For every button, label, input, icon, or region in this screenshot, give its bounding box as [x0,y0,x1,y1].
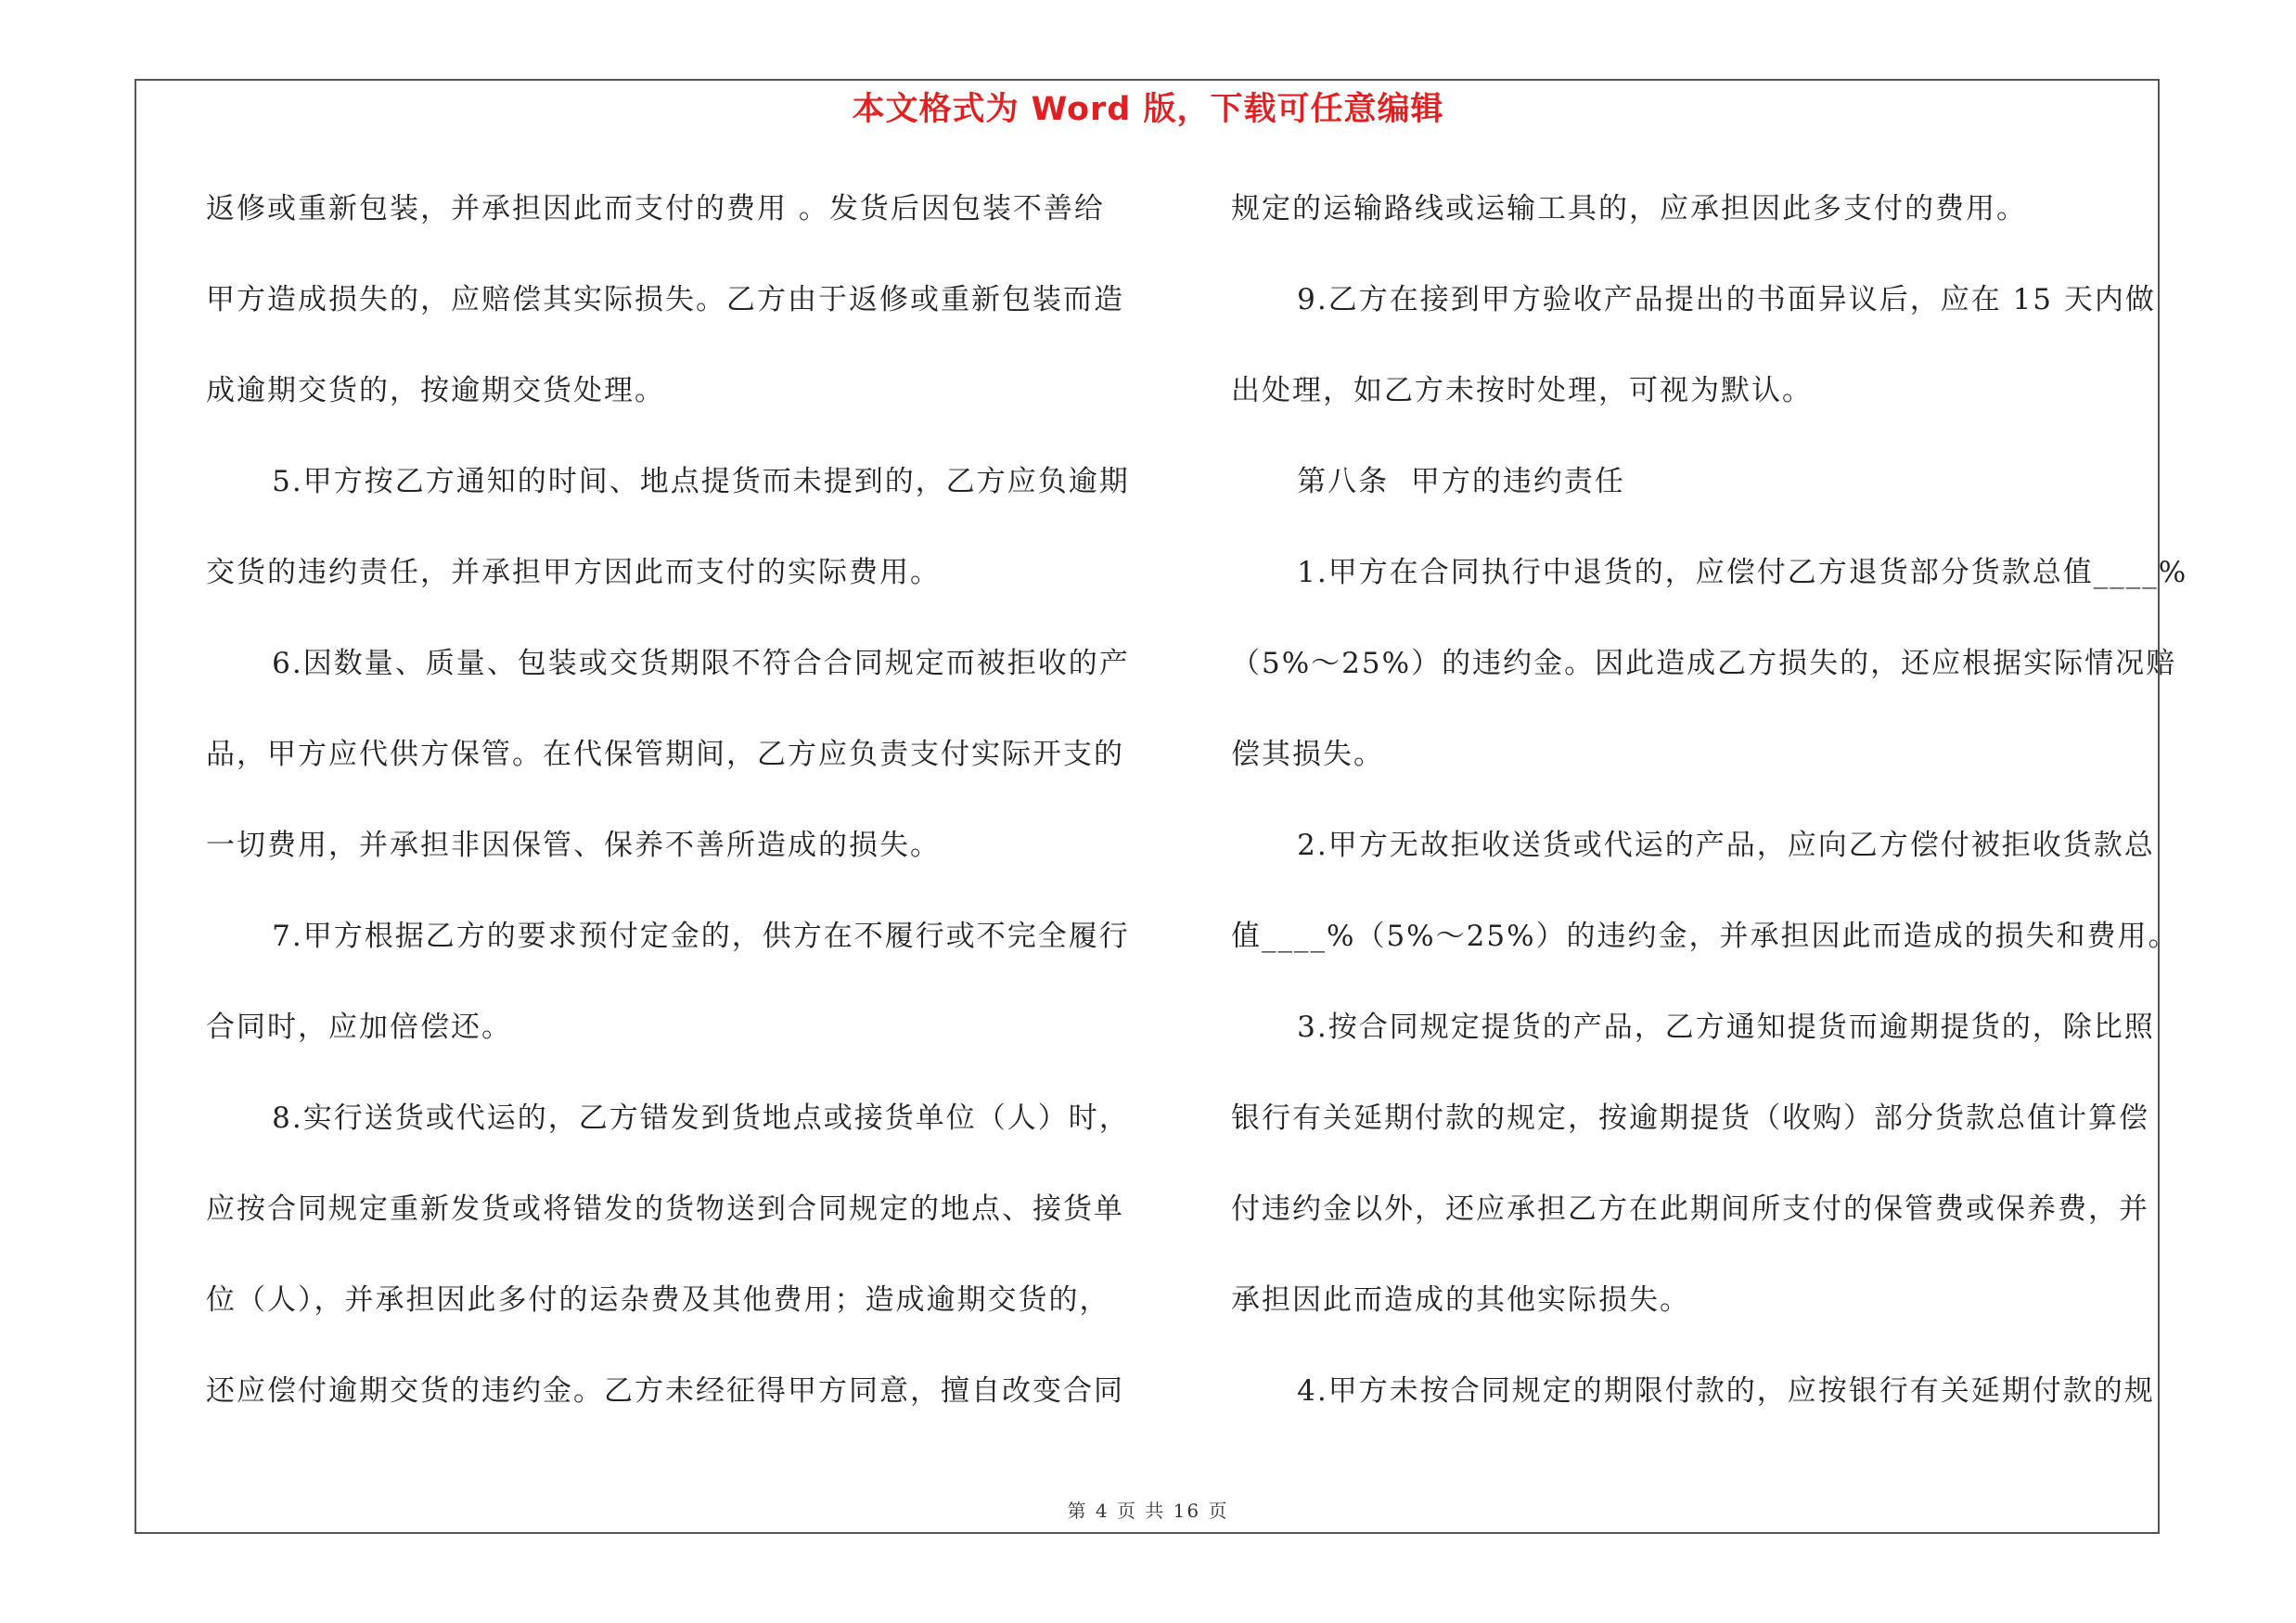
text-line: 应按合同规定重新发货或将错发的货物送到合同规定的地点、接货单 [206,1192,1124,1226]
text-line: 偿其损失。 [1231,738,1384,771]
text-line: 甲方造成损失的，应赔偿其实际损失。乙方由于返修或重新包装而造 [206,283,1124,316]
text-line: 规定的运输路线或运输工具的，应承担因此多支付的费用。 [1231,192,2027,225]
text-line: 承担因此而造成的其他实际损失。 [1231,1283,1690,1317]
text-line: 合同时，应加倍偿还。 [206,1011,512,1044]
text-line: 值____%（5%～25%）的违约金，并承担因此而造成的损失和费用。 [1231,920,2179,953]
word-format-banner: 本文格式为 Word 版，下载可任意编辑 [852,91,1444,128]
text-line: 交货的违约责任，并承担甲方因此而支付的实际费用。 [206,556,941,589]
text-line: 1.甲方在合同执行中退货的，应偿付乙方退货部分货款总值____% [1231,556,2188,589]
text-line: 一切费用，并承担非因保管、保养不善所造成的损失。 [206,829,941,862]
text-line: 银行有关延期付款的规定，按逾期提货（收购）部分货款总值计算偿 [1231,1101,2149,1135]
section-heading: 第八条 甲方的违约责任 [1231,465,1625,498]
text-line: 6.因数量、质量、包装或交货期限不符合合同规定而被拒收的产 [206,647,1130,680]
text-line: （5%～25%）的违约金。因此造成乙方损失的，还应根据实际情况赔 [1231,647,2177,680]
text-line: 出处理，如乙方未按时处理，可视为默认。 [1231,374,1813,407]
text-line: 3.按合同规定提货的产品，乙方通知提货而逾期提货的，除比照 [1231,1011,2155,1044]
text-line: 品，甲方应代供方保管。在代保管期间，乙方应负责支付实际开支的 [206,738,1124,771]
text-line: 位（人），并承担因此多付的运杂费及其他费用；造成逾期交货的， [206,1283,1110,1317]
text-line: 返修或重新包装，并承担因此而支付的费用 。发货后因包装不善给 [206,192,1105,225]
text-line: 2.甲方无故拒收送货或代运的产品，应向乙方偿付被拒收货款总 [1231,829,2155,862]
text-line: 成逾期交货的，按逾期交货处理。 [206,374,665,407]
text-line: 9.乙方在接到甲方验收产品提出的书面异议后，应在 15 天内做 [1231,283,2156,316]
text-line: 4.甲方未按合同规定的期限付款的，应按银行有关延期付款的规 [1231,1374,2155,1408]
text-line: 8.实行送货或代运的，乙方错发到货地点或接货单位（人）时， [206,1101,1130,1135]
text-line: 还应偿付逾期交货的违约金。乙方未经征得甲方同意，擅自改变合同 [206,1374,1124,1408]
text-line: 7.甲方根据乙方的要求预付定金的，供方在不履行或不完全履行 [206,920,1130,953]
text-line: 5.甲方按乙方通知的时间、地点提货而未提到的，乙方应负逾期 [206,465,1130,498]
page-number-footer: 第 4 页 共 16 页 [1067,1500,1229,1522]
text-line: 付违约金以外，还应承担乙方在此期间所支付的保管费或保养费，并 [1231,1192,2149,1226]
